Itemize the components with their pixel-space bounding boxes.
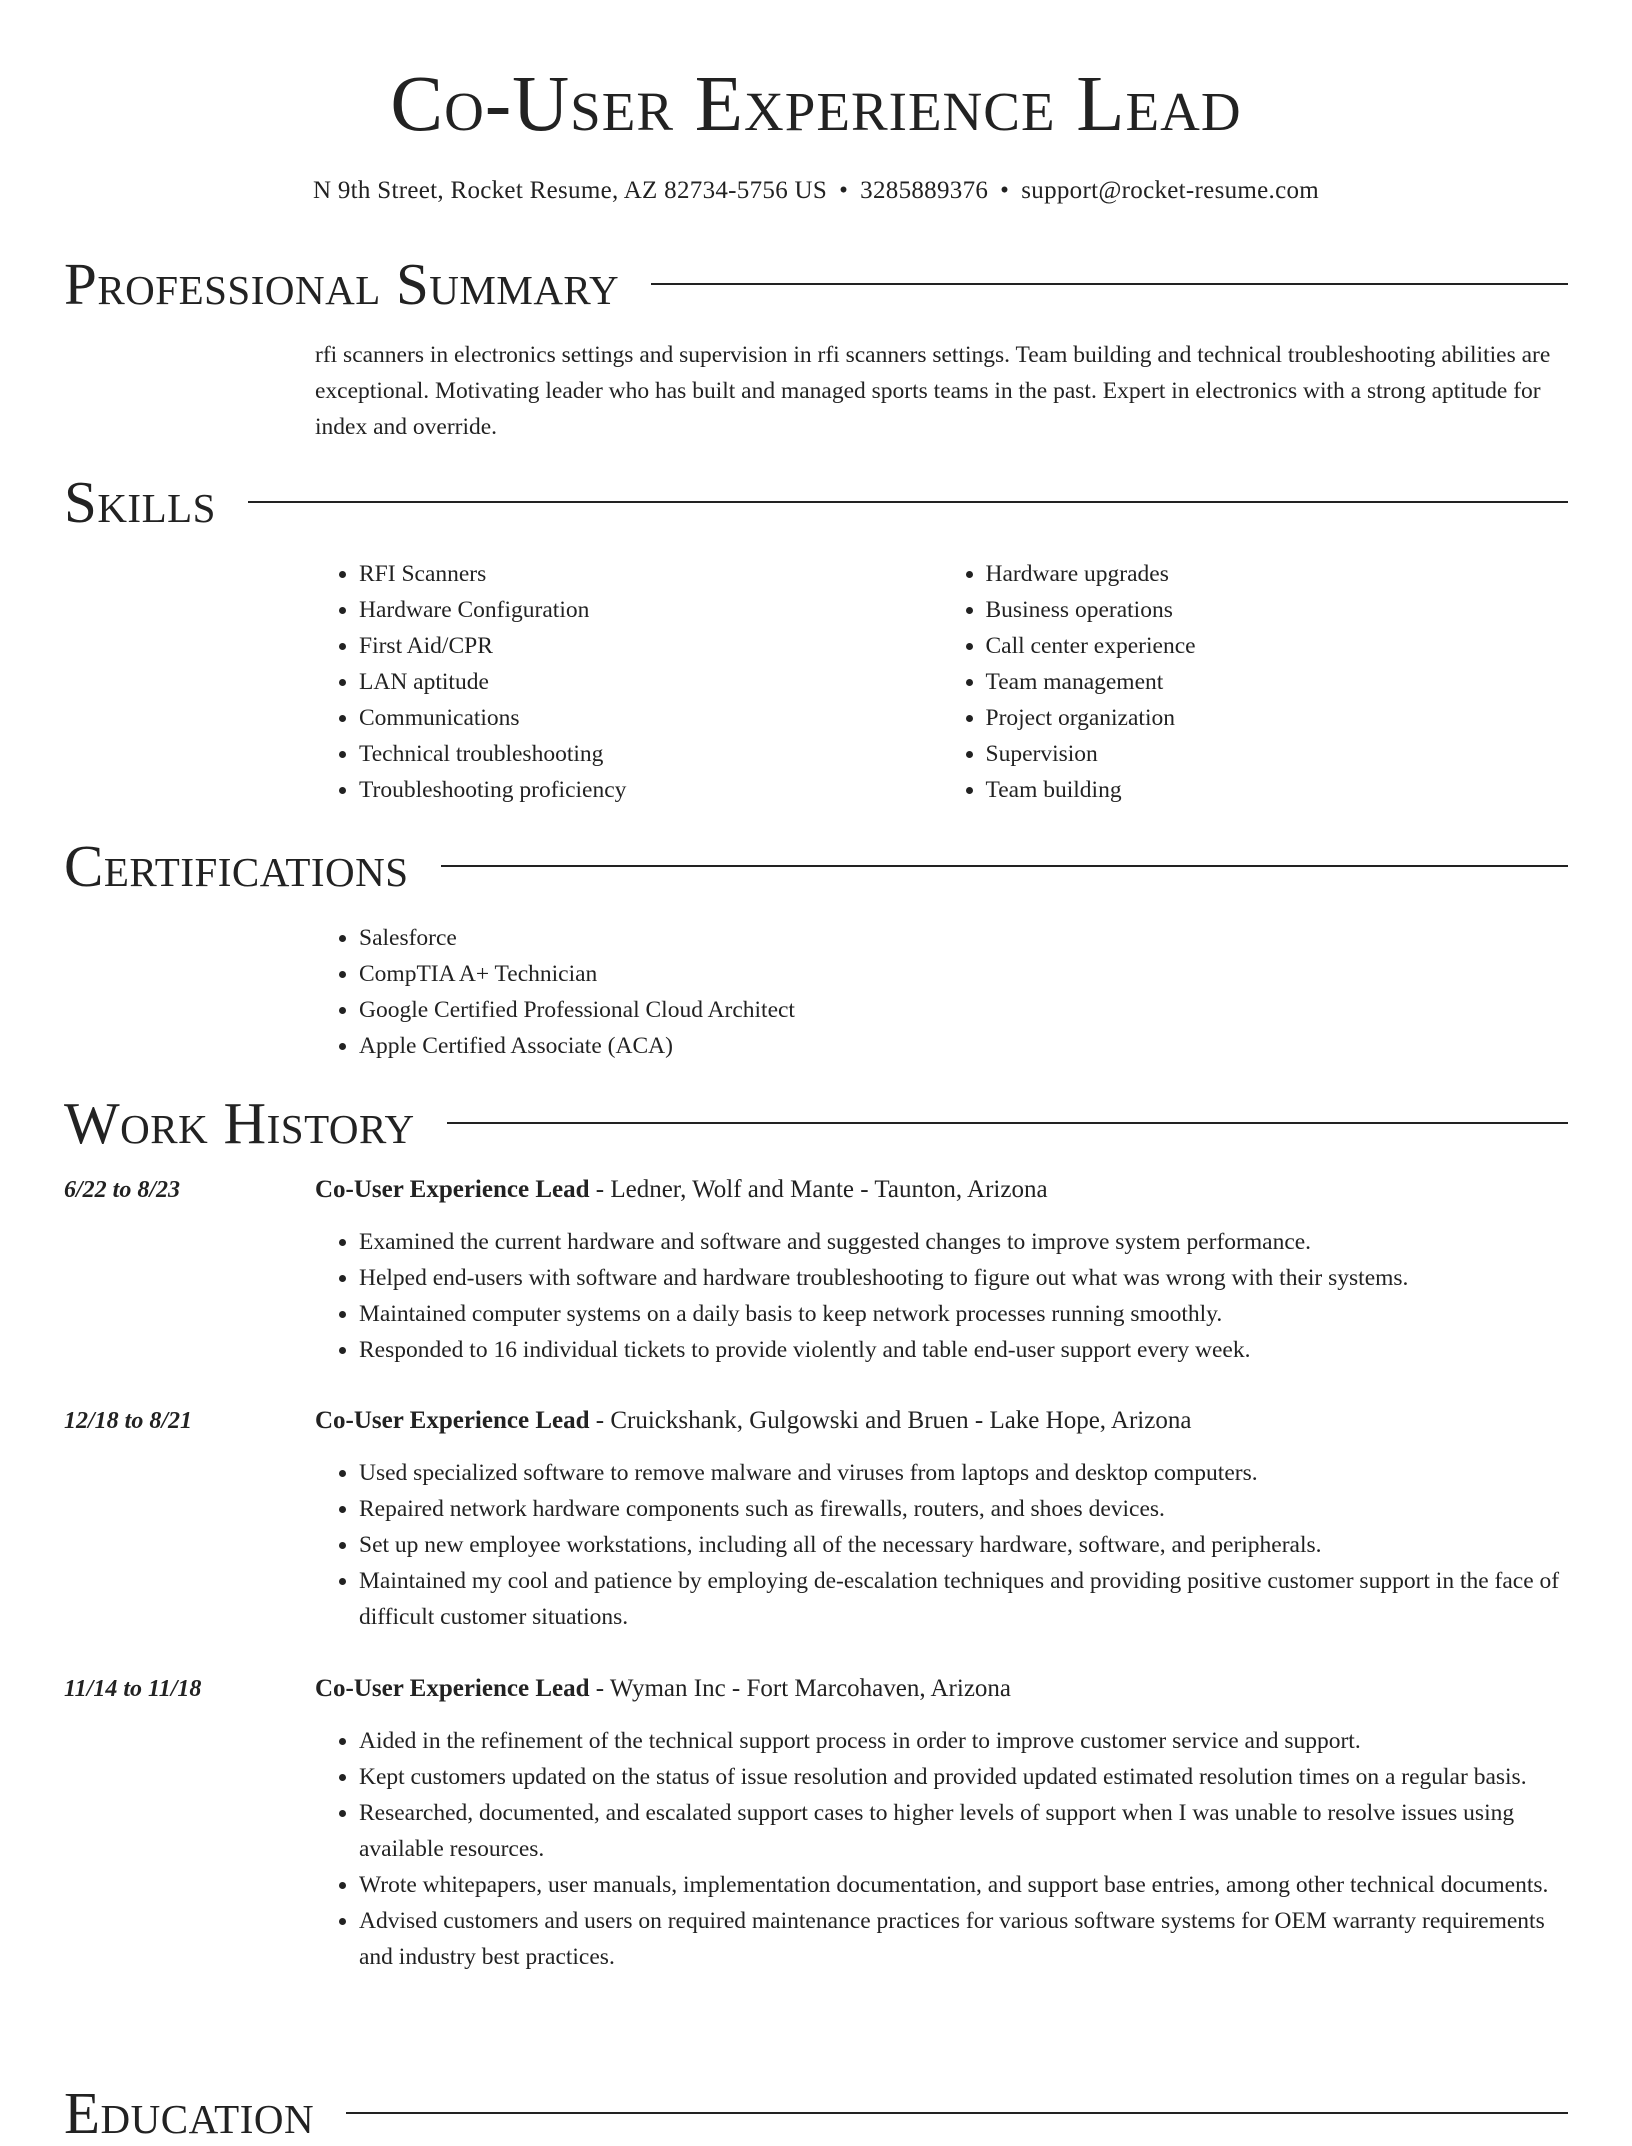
certification-item: • Salesforce	[359, 920, 1568, 956]
skills-heading: Skills	[64, 469, 216, 535]
education-heading: Education	[64, 2080, 315, 2146]
job-bullet: • Set up new employee workstations, including all of the necessary hardware, software, and peripherals.	[359, 1527, 1568, 1563]
job-bullet: • Researched, documented, and escalated support cases to higher levels of support when I was unable to resolve issues using available resources.	[359, 1795, 1568, 1867]
summary-text: rfi scanners in electronics settings and supervision in rfi scanners settings. Team building and technical troubleshooting abilities are exceptional. Motivating leader who has built and managed sports teams in the past. Expert in electronics with a strong aptitude for index and override.	[315, 342, 1551, 440]
job-employer-location: - Cruickshank, Gulgowski and Bruen - Lake Hope, Arizona	[589, 1407, 1192, 1434]
job-bullet: • Maintained computer systems on a daily basis to keep network processes running smoothly.	[359, 1296, 1568, 1332]
education-section-header	[64, 2080, 1568, 2146]
skill-item: • Hardware Configuration	[359, 592, 942, 628]
certifications-body	[315, 920, 1568, 1064]
job-heading	[315, 1170, 1568, 1210]
job-bullet: • Maintained my cool and patience by employing de-escalation techniques and providing positive customer support in the face of difficult customer situations.	[359, 1563, 1568, 1635]
job-bullet: • Wrote whitepapers, user manuals, implementation documentation, and support base entries, among other technical documents.	[359, 1867, 1568, 1903]
job-date: 6/22 to 8/23	[64, 1177, 181, 1203]
skill-item: • Call center experience	[986, 628, 1569, 664]
job-responsibilities	[315, 1723, 1568, 1975]
certifications-list	[315, 920, 1568, 1064]
job-bullet: • Repaired network hardware components such as firewalls, routers, and shoes devices.	[359, 1491, 1568, 1527]
certifications-heading: Certifications	[64, 833, 409, 899]
job-responsibilities	[315, 1455, 1568, 1635]
job-bullet: • Examined the current hardware and software and suggested changes to improve system performance.	[359, 1224, 1568, 1260]
section-divider	[651, 283, 1568, 285]
summary-heading: Professional Summary	[64, 251, 620, 317]
job-bullet: • Helped end-users with software and hardware troubleshooting to figure out what was wrong with their systems.	[359, 1260, 1568, 1296]
skills-list-right	[942, 556, 1569, 808]
job-bullet: • Aided in the refinement of the technical support process in order to improve customer service and support.	[359, 1723, 1568, 1759]
skills-section-header	[64, 469, 1568, 535]
skills-list-left	[315, 556, 942, 808]
contact-separator: •	[1000, 177, 1010, 204]
job-responsibilities	[315, 1224, 1568, 1368]
skill-item: • Troubleshooting proficiency	[359, 772, 942, 808]
work-section-header	[64, 1090, 1568, 1156]
job-bullet: • Responded to 16 individual tickets to provide violently and table end-user support every week.	[359, 1332, 1568, 1368]
section-divider	[441, 865, 1568, 867]
work-heading: Work History	[64, 1090, 415, 1156]
contact-email[interactable]: support@rocket-resume.com	[1021, 177, 1320, 204]
job-employer-location: - Wyman Inc - Fort Marcohaven, Arizona	[589, 1675, 1012, 1702]
job-role: Co-User Experience Lead	[315, 1407, 590, 1434]
contact-line	[64, 176, 1568, 206]
skill-item: • Hardware upgrades	[986, 556, 1569, 592]
job-heading	[315, 1669, 1568, 1709]
job-bullet-list	[315, 1224, 1568, 1368]
job-bullet: • Kept customers updated on the status of issue resolution and provided updated estimated resolution times on a regular basis.	[359, 1759, 1568, 1795]
contact-address: N 9th Street, Rocket Resume, AZ 82734-5756 US	[312, 177, 828, 204]
skill-item: • Project organization	[986, 700, 1569, 736]
skill-item: • Supervision	[986, 736, 1569, 772]
contact-separator: •	[839, 177, 849, 204]
job-bullet-list	[315, 1723, 1568, 1975]
job-bullet: • Used specialized software to remove malware and viruses from laptops and desktop computers.	[359, 1455, 1568, 1491]
skills-body	[315, 556, 1568, 808]
job-bullet-list	[315, 1455, 1568, 1635]
job-role: Co-User Experience Lead	[315, 1675, 590, 1702]
certification-item: • CompTIA A+ Technician	[359, 956, 1568, 992]
skill-item: • Team management	[986, 664, 1569, 700]
contact-phone: 3285889376	[860, 177, 989, 204]
skill-item: • Business operations	[986, 592, 1569, 628]
skill-item: • Technical troubleshooting	[359, 736, 942, 772]
job-date: 11/14 to 11/18	[64, 1676, 202, 1702]
resume-title: Co-User Experience Lead	[390, 61, 1242, 148]
skill-item: • First Aid/CPR	[359, 628, 942, 664]
skills-columns	[315, 556, 1568, 808]
summary-body	[315, 337, 1568, 445]
section-divider	[248, 501, 1568, 503]
summary-section-header	[64, 251, 1568, 317]
certification-item: • Apple Certified Associate (ACA)	[359, 1028, 1568, 1064]
job-employer-location: - Ledner, Wolf and Mante - Taunton, Arizona	[589, 1176, 1048, 1203]
certification-item: • Google Certified Professional Cloud Architect	[359, 992, 1568, 1028]
job-heading	[315, 1401, 1568, 1441]
job-role: Co-User Experience Lead	[315, 1176, 590, 1203]
skill-item: • LAN aptitude	[359, 664, 942, 700]
skill-item: • Communications	[359, 700, 942, 736]
certifications-section-header	[64, 833, 1568, 899]
job-bullet: • Advised customers and users on required maintenance practices for various software systems for OEM warranty requirements and industry best practices.	[359, 1903, 1568, 1975]
section-divider	[447, 1122, 1568, 1124]
section-divider	[346, 2112, 1568, 2114]
job-date: 12/18 to 8/21	[64, 1408, 193, 1434]
skill-item: • RFI Scanners	[359, 556, 942, 592]
skill-item: • Team building	[986, 772, 1569, 808]
